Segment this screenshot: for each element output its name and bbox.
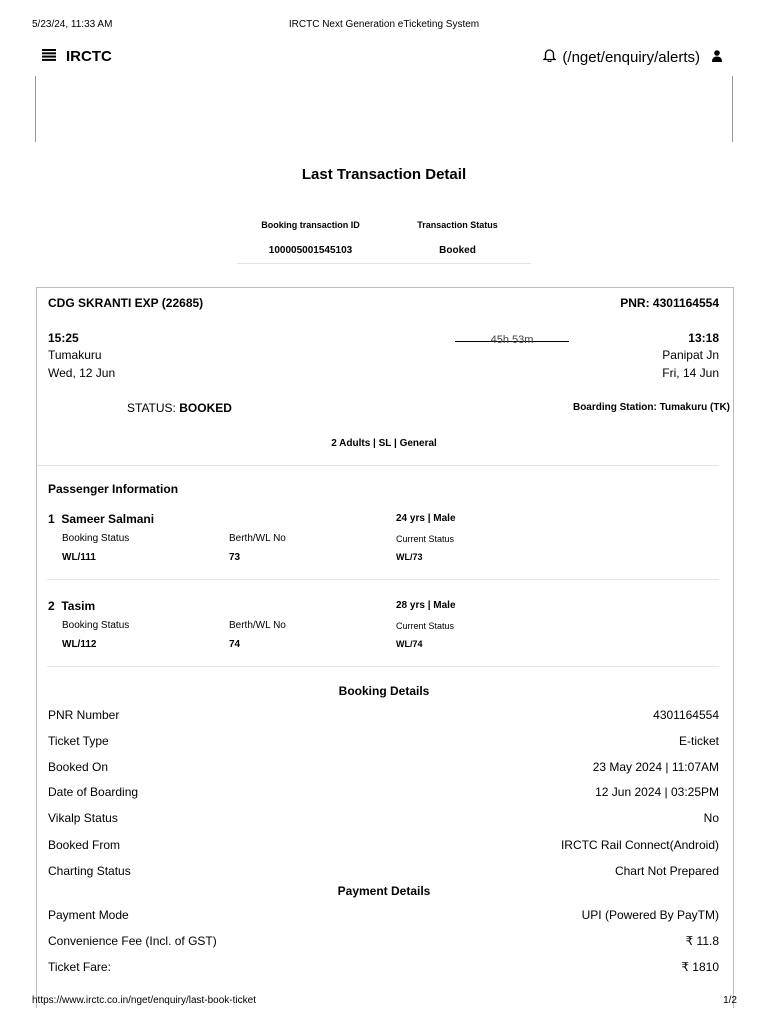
class-info: 2 Adults | SL | General (331, 438, 437, 449)
departure-station: Tumakuru (48, 348, 102, 362)
navbar-actions (543, 48, 722, 66)
booking-details-title: Booking Details (338, 684, 430, 698)
detail-value: E-ticket (678, 734, 719, 748)
berth-label: Berth/WL No (229, 533, 286, 544)
passenger-1-age-gender: 24 yrs | Male (396, 513, 456, 524)
detail-value: IRCTC Rail Connect(Android) (560, 838, 719, 852)
passenger-1-current-status: WL/73 (396, 552, 423, 562)
user-icon[interactable] (712, 49, 722, 66)
arrival-time: 13:18 (688, 331, 719, 345)
payment-label: Convenience Fee (Incl. of GST) (48, 934, 217, 948)
status-value: BOOKED (179, 401, 232, 415)
bell-icon[interactable] (543, 48, 556, 66)
departure-date: Wed, 12 Jun (48, 366, 116, 380)
txn-id-value: 100005001545103 (268, 245, 353, 256)
brand-label[interactable]: IRCTC (66, 48, 112, 65)
passenger-1-name: 1 Sameer Salmani (48, 512, 155, 526)
payment-value: UPI (Powered By PayTM) (581, 908, 719, 922)
journey-duration: 45h 53m (490, 334, 534, 346)
payment-label: Payment Mode (48, 908, 129, 922)
detail-label: Charting Status (48, 864, 131, 878)
booking-status-label: Booking Status (62, 620, 130, 631)
departure-time: 15:25 (48, 331, 79, 345)
current-status-label: Current Status (396, 534, 455, 544)
passenger-2-age-gender: 28 yrs | Male (396, 600, 456, 611)
frame-border-right (732, 76, 733, 142)
arrival-date: Fri, 14 Jun (662, 366, 719, 380)
passenger-section-title: Passenger Information (48, 482, 179, 496)
passenger-1-booking-status: WL/111 (62, 552, 96, 563)
txn-status-header: Transaction Status (417, 220, 498, 230)
divider (47, 666, 719, 667)
print-url: https://www.irctc.co.in/nget/enquiry/last-book-ticket (32, 995, 256, 1006)
detail-label: Date of Boarding (48, 785, 139, 799)
passenger-1-berth: 73 (229, 552, 241, 563)
detail-value: Chart Not Prepared (614, 864, 719, 878)
ticket-card (36, 287, 734, 1008)
train-name: CDG SKRANTI EXP (22685) (48, 296, 204, 310)
pnr-label: PNR: 4301164554 (620, 296, 719, 310)
detail-label: Vikalp Status (48, 811, 118, 825)
payment-label: Ticket Fare: (48, 960, 111, 974)
berth-label: Berth/WL No (229, 620, 286, 631)
detail-value: 23 May 2024 | 11:07AM (592, 760, 719, 774)
detail-value: No (703, 811, 719, 825)
detail-value: 4301164554 (653, 708, 719, 722)
frame-border-left (35, 76, 36, 142)
print-page-number: 1/2 (723, 995, 737, 1006)
detail-label: Booked From (48, 838, 121, 852)
booking-status (127, 401, 232, 415)
divider (47, 579, 719, 580)
txn-id-header: Booking transaction ID (261, 220, 360, 230)
boarding-station: Boarding Station: Tumakuru (TK) (572, 402, 730, 413)
passenger-2-booking-status: WL/112 (62, 639, 97, 650)
passenger-2-current-status: WL/74 (396, 639, 423, 649)
passenger-2-berth: 74 (229, 639, 241, 650)
detail-label: Booked On (48, 760, 109, 774)
passenger-2-name: 2 Tasim (48, 599, 96, 613)
status-prefix: STATUS: (127, 401, 180, 415)
payment-details-title: Payment Details (337, 884, 431, 898)
arrival-station: Panipat Jn (662, 348, 719, 362)
print-datetime: 5/23/24, 11:33 AM (32, 19, 113, 30)
divider (37, 465, 719, 466)
payment-value: ₹ 11.8 (685, 934, 719, 948)
navbar-brand (42, 48, 112, 65)
detail-label: PNR Number (48, 708, 120, 722)
detail-value: 12 Jun 2024 | 03:25PM (595, 785, 719, 799)
page-title: Last Transaction Detail (301, 166, 467, 183)
print-page-title: IRCTC Next Generation eTicketing System (288, 19, 480, 30)
booking-status-label: Booking Status (62, 533, 130, 544)
payment-value: ₹ 1810 (681, 960, 719, 974)
alerts-link[interactable]: (/nget/enquiry/alerts) (562, 48, 700, 66)
current-status-label: Current Status (396, 621, 455, 631)
menu-icon[interactable] (42, 48, 56, 65)
transaction-table (237, 212, 531, 264)
detail-label: Ticket Type (48, 734, 109, 748)
txn-status-value: Booked (439, 245, 476, 256)
